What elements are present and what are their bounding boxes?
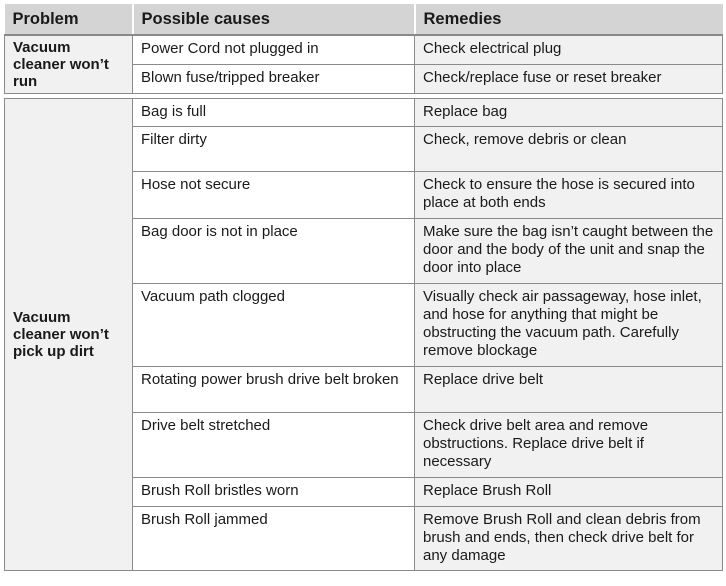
remedy-cell: Check electrical plug xyxy=(415,35,723,64)
cause-cell: Hose not secure xyxy=(133,171,415,218)
cause-cell: Bag is full xyxy=(133,98,415,126)
remedy-cell: Replace bag xyxy=(415,98,723,126)
header-problem: Problem xyxy=(5,4,133,35)
cause-cell: Drive belt stretched xyxy=(133,412,415,477)
cause-cell: Rotating power brush drive belt broken xyxy=(133,366,415,412)
troubleshooting-table xyxy=(4,4,723,571)
table-row xyxy=(5,98,723,126)
table-row xyxy=(5,35,723,64)
troubleshooting-table-container xyxy=(4,4,722,571)
remedy-cell: Replace Brush Roll xyxy=(415,477,723,506)
remedy-cell: Visually check air passageway, hose inlet, and hose for anything that might be obstructing the vacuum path. Carefully remove blockage xyxy=(415,283,723,366)
remedy-cell: Check to ensure the hose is secured into place at both ends xyxy=(415,171,723,218)
remedy-cell: Check/replace fuse or reset breaker xyxy=(415,64,723,93)
cause-cell: Power Cord not plugged in xyxy=(133,35,415,64)
remedy-cell: Remove Brush Roll and clean debris from brush and ends, then check drive belt for any damage xyxy=(415,506,723,570)
cause-cell: Brush Roll bristles worn xyxy=(133,477,415,506)
cause-cell: Bag door is not in place xyxy=(133,218,415,283)
problem-cell: Vacuum cleaner won’t pick up dirt xyxy=(5,98,133,570)
cause-cell: Brush Roll jammed xyxy=(133,506,415,570)
problem-cell: Vacuum cleaner won’t run xyxy=(5,35,133,93)
cause-cell: Filter dirty xyxy=(133,126,415,171)
cause-cell: Blown fuse/tripped breaker xyxy=(133,64,415,93)
remedy-cell: Check drive belt area and remove obstructions. Replace drive belt if necessary xyxy=(415,412,723,477)
remedy-cell: Replace drive belt xyxy=(415,366,723,412)
header-remedies: Remedies xyxy=(415,4,723,35)
header-row xyxy=(5,4,723,35)
header-possible-causes: Possible causes xyxy=(133,4,415,35)
remedy-cell: Make sure the bag isn’t caught between the door and the body of the unit and snap the door into place xyxy=(415,218,723,283)
cause-cell: Vacuum path clogged xyxy=(133,283,415,366)
remedy-cell: Check, remove debris or clean xyxy=(415,126,723,171)
